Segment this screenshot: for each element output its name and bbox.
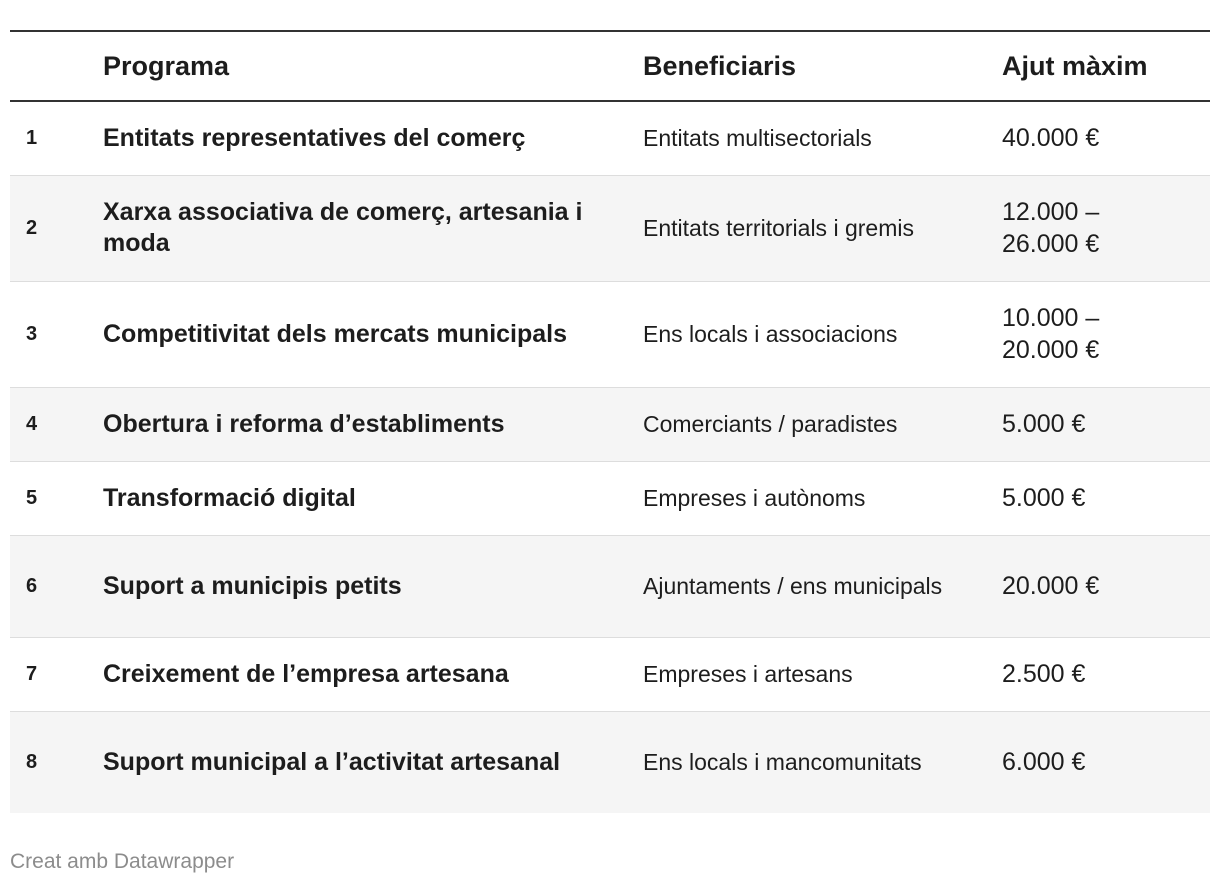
table-header	[10, 31, 1210, 101]
programa-cell: Xarxa associativa de comerç, artesania i moda	[103, 198, 583, 257]
table-row	[10, 387, 1210, 461]
header-row	[10, 31, 1210, 101]
table-row	[10, 461, 1210, 535]
table-body	[10, 101, 1210, 813]
programa-cell: Suport a municipis petits	[103, 571, 402, 600]
header-beneficiaris[interactable]: Beneficiaris	[643, 50, 797, 81]
row-number: 3	[26, 322, 38, 345]
beneficiaris-cell: Ajuntaments / ens municipals	[643, 573, 943, 599]
beneficiaris-cell: Empreses i autònoms	[643, 485, 866, 511]
ajut-cell: 6.000 €	[1002, 748, 1086, 777]
row-number: 1	[26, 126, 38, 149]
row-number: 5	[26, 486, 38, 509]
table-row	[10, 281, 1210, 387]
ajut-cell: 5.000 €	[1002, 484, 1086, 512]
header-programa[interactable]: Programa	[103, 50, 230, 81]
beneficiaris-cell: Ens locals i mancomunitats	[643, 749, 922, 776]
table-row	[10, 101, 1210, 175]
ajut-cell: 12.000 – 26.000 €	[1002, 198, 1100, 258]
programa-cell: Transformació digital	[103, 483, 356, 512]
header-num[interactable]	[10, 31, 103, 101]
beneficiaris-cell: Comerciants / paradistes	[643, 411, 898, 437]
table-row	[10, 535, 1210, 637]
programa-cell: Entitats representatives del comerç	[103, 123, 526, 152]
programa-cell: Creixement de l’empresa artesana	[103, 659, 509, 688]
ajut-cell: 5.000 €	[1002, 410, 1086, 438]
row-number: 4	[26, 412, 38, 435]
row-number: 6	[26, 574, 38, 597]
datawrapper-credit[interactable]: Creat amb Datawrapper	[10, 850, 235, 873]
row-number: 2	[26, 216, 38, 239]
header-ajut-maxim[interactable]: Ajut màxim	[1002, 50, 1148, 81]
ajut-cell: 10.000 – 20.000 €	[1002, 304, 1100, 364]
beneficiaris-cell: Entitats multisectorials	[643, 125, 872, 152]
beneficiaris-cell: Entitats territorials i gremis	[643, 215, 914, 241]
ajut-cell: 20.000 €	[1002, 572, 1100, 600]
ajut-cell: 2.500 €	[1002, 660, 1086, 688]
programa-cell: Obertura i reforma d’establiments	[103, 409, 505, 438]
table-row	[10, 175, 1210, 281]
programa-cell: Competitivitat dels mercats municipals	[103, 319, 568, 348]
beneficiaris-cell: Empreses i artesans	[643, 661, 853, 687]
programs-table	[10, 30, 1210, 813]
row-number: 7	[26, 662, 38, 685]
table-row	[10, 637, 1210, 711]
beneficiaris-cell: Ens locals i associacions	[643, 321, 898, 347]
ajut-cell: 40.000 €	[1002, 124, 1100, 153]
programs-table-container	[10, 30, 1210, 813]
table-row	[10, 711, 1210, 813]
programa-cell: Suport municipal a l’activitat artesanal	[103, 747, 561, 776]
row-number: 8	[26, 750, 38, 773]
